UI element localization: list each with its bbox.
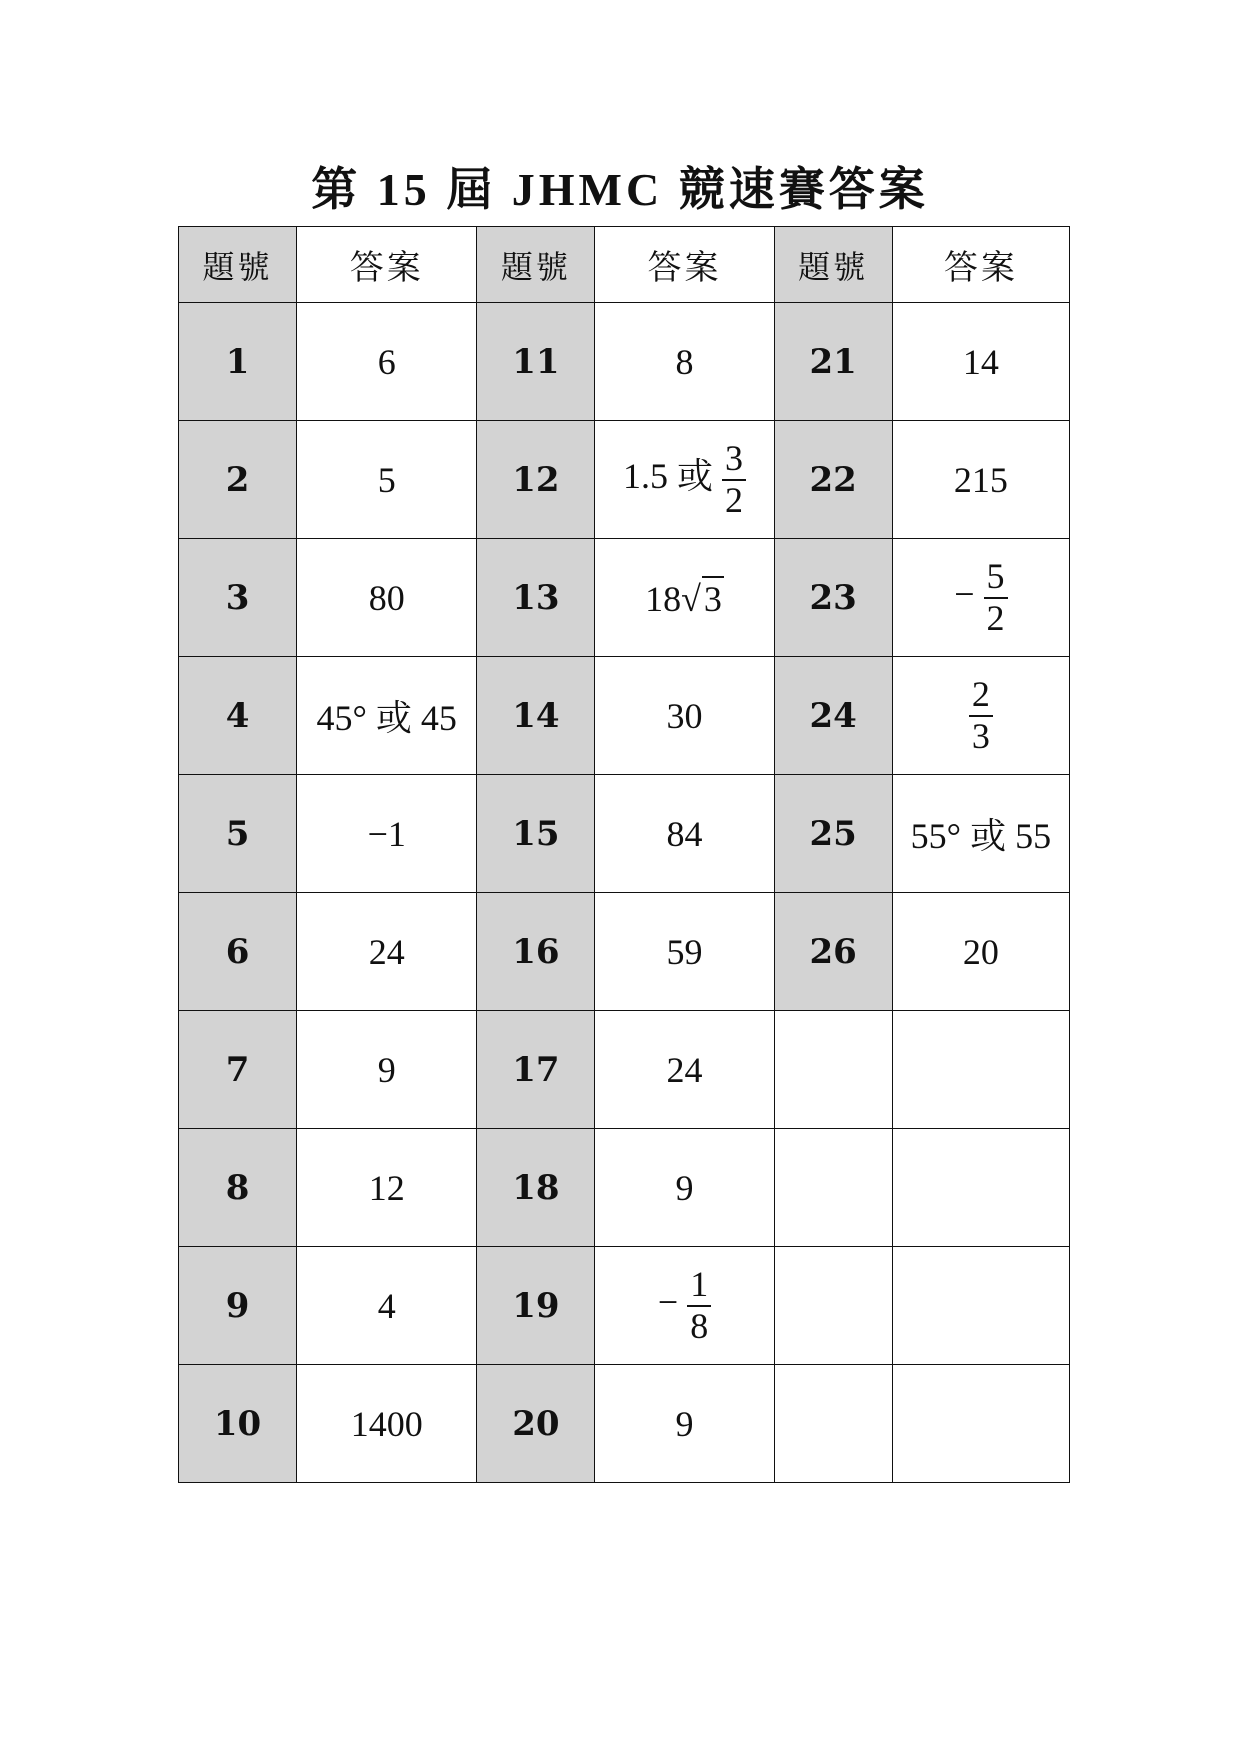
fraction — [984, 557, 1008, 638]
question-number: 22 — [774, 421, 892, 539]
radicand: 3 — [702, 576, 724, 620]
question-number: 16 — [477, 893, 595, 1011]
fraction-numerator: 5 — [984, 557, 1008, 599]
empty-cell — [892, 1365, 1069, 1483]
question-number: 23 — [774, 539, 892, 657]
answer-cell — [595, 421, 774, 539]
answer-cell: 9 — [297, 1011, 477, 1129]
answer-cell: 24 — [297, 893, 477, 1011]
answer-cell: 5 — [297, 421, 477, 539]
question-number: 14 — [477, 657, 595, 775]
table-row — [179, 303, 1070, 421]
question-number: 11 — [477, 303, 595, 421]
answer-cell: 20 — [892, 893, 1069, 1011]
question-number: 5 — [179, 775, 297, 893]
empty-cell — [774, 1365, 892, 1483]
table-row — [179, 1129, 1070, 1247]
fraction — [722, 439, 746, 520]
answer-cell — [892, 657, 1069, 775]
answer-cell: 80 — [297, 539, 477, 657]
empty-cell — [892, 1011, 1069, 1129]
question-number: 2 — [179, 421, 297, 539]
minus-sign: − — [954, 573, 975, 614]
answer-cell: 84 — [595, 775, 774, 893]
question-number: 26 — [774, 893, 892, 1011]
table-row — [179, 775, 1070, 893]
table-row — [179, 657, 1070, 775]
question-number: 8 — [179, 1129, 297, 1247]
answer-cell: 14 — [892, 303, 1069, 421]
answer-cell: 30 — [595, 657, 774, 775]
fraction — [969, 675, 993, 756]
fraction-denominator: 3 — [971, 715, 990, 756]
answer-header: 答案 — [892, 227, 1069, 303]
empty-cell — [774, 1011, 892, 1129]
header-row — [179, 227, 1070, 303]
answer-table — [178, 226, 1070, 1483]
answer-cell: 4 — [297, 1247, 477, 1365]
table-row — [179, 893, 1070, 1011]
answer-header: 答案 — [595, 227, 774, 303]
fraction-numerator: 2 — [969, 675, 993, 717]
answer-cell: 59 — [595, 893, 774, 1011]
question-number: 6 — [179, 893, 297, 1011]
fraction-numerator: 1 — [687, 1265, 711, 1307]
empty-cell — [774, 1247, 892, 1365]
question-number: 12 — [477, 421, 595, 539]
page-title: 第 15 屆 JHMC 競速賽答案 — [311, 164, 929, 215]
radical-coefficient: 18 — [645, 578, 682, 619]
answer-prefix: 1.5 或 — [623, 455, 714, 496]
empty-cell — [892, 1247, 1069, 1365]
answer-cell: 1400 — [297, 1365, 477, 1483]
answer-cell: 6 — [297, 303, 477, 421]
answer-cell — [892, 539, 1069, 657]
fraction-denominator: 8 — [690, 1305, 709, 1346]
answer-cell: 215 — [892, 421, 1069, 539]
answer-header: 答案 — [297, 227, 477, 303]
question-number: 13 — [477, 539, 595, 657]
answer-cell: −1 — [297, 775, 477, 893]
question-number-header: 題號 — [179, 227, 297, 303]
question-number: 15 — [477, 775, 595, 893]
question-number: 3 — [179, 539, 297, 657]
question-number: 4 — [179, 657, 297, 775]
fraction-denominator: 2 — [986, 597, 1005, 638]
answer-cell — [595, 539, 774, 657]
table-row — [179, 1247, 1070, 1365]
question-number: 1 — [179, 303, 297, 421]
table-row — [179, 1011, 1070, 1129]
answer-cell: 55° 或 55 — [892, 775, 1069, 893]
question-number: 9 — [179, 1247, 297, 1365]
question-number: 20 — [477, 1365, 595, 1483]
answer-cell: 24 — [595, 1011, 774, 1129]
minus-sign: − — [657, 1281, 679, 1322]
answer-cell: 12 — [297, 1129, 477, 1247]
table-row — [179, 1365, 1070, 1483]
question-number: 18 — [477, 1129, 595, 1247]
question-number: 21 — [774, 303, 892, 421]
question-number: 10 — [179, 1365, 297, 1483]
sqrt-sign: √ — [681, 578, 701, 619]
table-row — [179, 539, 1070, 657]
fraction — [687, 1265, 711, 1346]
question-number: 17 — [477, 1011, 595, 1129]
answer-cell: 9 — [595, 1365, 774, 1483]
question-number: 19 — [477, 1247, 595, 1365]
question-number: 24 — [774, 657, 892, 775]
question-number: 7 — [179, 1011, 297, 1129]
empty-cell — [774, 1129, 892, 1247]
answer-cell — [595, 1247, 774, 1365]
empty-cell — [892, 1129, 1069, 1247]
question-number: 25 — [774, 775, 892, 893]
question-number-header: 題號 — [477, 227, 595, 303]
table-row — [179, 421, 1070, 539]
answer-cell: 8 — [595, 303, 774, 421]
answer-cell: 45° 或 45 — [297, 657, 477, 775]
fraction-denominator: 2 — [725, 479, 744, 520]
answer-cell: 9 — [595, 1129, 774, 1247]
question-number-header: 題號 — [774, 227, 892, 303]
fraction-numerator: 3 — [722, 439, 746, 481]
